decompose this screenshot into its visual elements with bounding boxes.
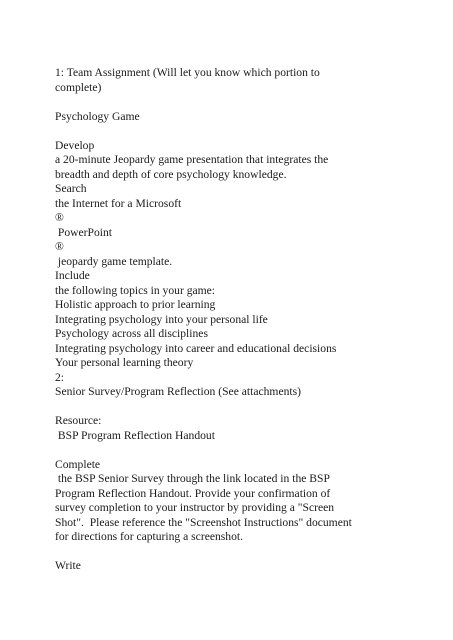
- resource-name: BSP Program Reflection Handout: [55, 428, 215, 442]
- topic-item: Integrating psychology into your personal life: [55, 312, 268, 326]
- text-line: the following topics in your game:: [55, 283, 216, 297]
- text-line: Complete: [55, 457, 101, 471]
- topic-item: Holistic approach to prior learning: [55, 298, 216, 311]
- text-line: the Internet for a Microsoft: [55, 196, 182, 210]
- text-line: 1: Team Assignment (Will let you know which portion to: [55, 66, 320, 79]
- blank-line: [55, 95, 385, 110]
- blank-line: [55, 124, 385, 139]
- text-line: Program Reflection Handout. Provide your confirmation of: [55, 486, 331, 500]
- text-line: breadth and depth of core psychology knowledge.: [55, 167, 287, 181]
- text-line: Include: [55, 269, 90, 282]
- text-line: the BSP Senior Survey through the link located in the BSP: [55, 472, 330, 485]
- text-line: Search: [55, 182, 87, 195]
- text-line: Develop: [55, 138, 95, 152]
- text-line: 2:: [55, 370, 65, 384]
- text-line: for directions for capturing a screenshot.: [55, 530, 244, 543]
- text-line: PowerPoint: [55, 225, 113, 239]
- registered-mark: ®: [55, 240, 64, 253]
- text-line: Write: [55, 559, 81, 572]
- section-title: Senior Survey/Program Reflection (See attachments): [55, 385, 301, 398]
- registered-mark: ®: [55, 211, 64, 224]
- topic-item: Your personal learning theory: [55, 356, 194, 369]
- text-line: complete): [55, 80, 102, 94]
- topic-item: Integrating psychology into career and educational decisions: [55, 341, 337, 355]
- blank-line: [55, 545, 385, 560]
- text-line: survey completion to your instructor by providing a "Screen: [55, 501, 335, 514]
- document-body: [55, 66, 385, 574]
- text-line: Shot". Please reference the "Screenshot Instructions" document: [55, 515, 352, 529]
- text-line: jeopardy game template.: [55, 254, 173, 268]
- section-title: Psychology Game: [55, 109, 140, 123]
- blank-line: [55, 443, 385, 458]
- text-line: Resource:: [55, 414, 102, 427]
- blank-line: [55, 400, 385, 415]
- topic-item: Psychology across all disciplines: [55, 327, 208, 340]
- text-line: a 20-minute Jeopardy game presentation that integrates the: [55, 153, 329, 166]
